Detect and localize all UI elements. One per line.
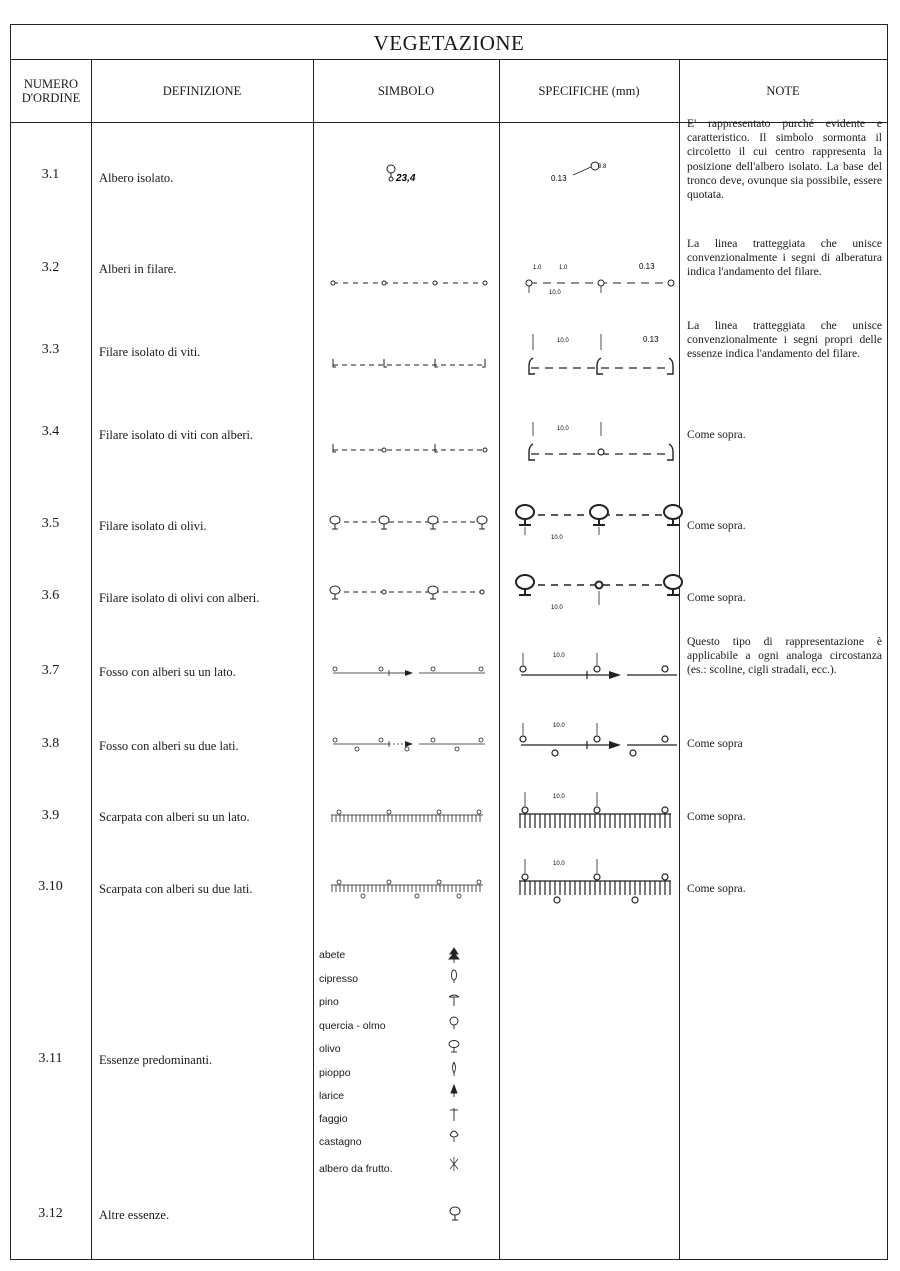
row-number: 3.10 [38,879,63,894]
row-number: 3.1 [41,167,60,182]
header-note: NOTE [679,59,887,123]
table-title: VEGETAZIONE [11,25,887,60]
svg-text:10.0: 10.0 [553,653,565,659]
svg-text:10.0: 10.0 [549,290,561,296]
svg-text:1.0: 1.0 [559,265,568,271]
olive-row-spec [513,501,685,541]
row-definition: Filare isolato di viti. [99,345,201,359]
olive-tree-row-symbol [329,583,489,603]
species-list-item: castagno [319,1136,362,1148]
svg-text:10.0: 10.0 [553,861,565,867]
svg-text:0.8: 0.8 [598,164,607,170]
vine-row-symbol [329,353,489,371]
row-definition: Filare isolato di olivi. [99,519,207,533]
header-def: DEFINIZIONE [91,59,313,123]
species-list-item: pino [319,996,339,1008]
row-note: Come sopra. [687,519,746,532]
species-list-item: abete [319,949,346,961]
row-definition: Altre essenze. [99,1208,170,1222]
header-num: NUMERO D'ORDINE [11,59,91,123]
row-note: Come sopra. [687,428,746,441]
row-note: Questo tipo di rappresentazione è applicabile a ogni analoga circostanza (es.: scoline, cigli stradali, ecc.). [687,635,882,677]
species-list-item: larice [319,1090,345,1102]
row-note: Come sopra. [687,810,746,823]
species-list-item: quercia - olmo [319,1020,386,1032]
species-list-item: albero da frutto. [319,1163,393,1175]
vine-row-spec [521,330,681,378]
slope-one-side-spec [517,788,677,834]
svg-text:10.0: 10.0 [553,794,565,800]
row-definition: Fosso con alberi su un lato. [99,665,236,679]
olive-row-symbol [329,513,489,533]
row-number: 3.8 [41,736,60,751]
tree-row-spec [521,257,681,297]
header-spec: SPECIFICHE (mm) [499,59,679,123]
species-list-item: cipresso [319,973,359,985]
column-divider [91,59,92,1259]
row-note: Come sopra. [687,882,746,895]
header-sym: SIMBOLO [313,59,499,123]
row-note: Come sopra [687,737,743,750]
svg-text:0.13: 0.13 [639,262,655,271]
ditch-one-side-symbol [329,661,489,681]
species-list-item: faggio [319,1113,348,1125]
svg-text:0.13: 0.13 [643,335,659,344]
slope-one-side-symbol [329,803,489,827]
row-number: 3.9 [41,808,60,823]
other-species-symbol [447,1205,467,1225]
row-definition: Albero isolato. [99,171,174,185]
tree-row-symbol [329,275,489,291]
slope-two-sides-spec [517,855,677,915]
row-definition: Alberi in filare. [99,262,177,276]
row-number: 3.4 [41,424,60,439]
row-number: 3.11 [38,1051,63,1066]
row-definition: Filare isolato di viti con alberi. [99,428,254,442]
row-number: 3.6 [41,588,60,603]
svg-text:10.0: 10.0 [557,338,569,344]
svg-text:10.0: 10.0 [553,723,565,729]
ditch-one-side-spec [515,645,685,683]
row-note: La linea tratteggiata che unisce convenzionalmente i segni di alberatura indica l'andamento del filare. [687,237,882,279]
row-number: 3.2 [41,260,60,275]
vine-tree-row-symbol [329,438,489,456]
svg-text:1.0: 1.0 [533,265,542,271]
olive-tree-row-spec [513,571,685,611]
row-definition: Scarpata con alberi su un lato. [99,810,250,824]
species-symbols [441,945,471,1185]
row-number: 3.5 [41,516,60,531]
svg-text:0.13: 0.13 [551,174,567,183]
species-list-item: pioppo [319,1067,351,1079]
column-divider [313,59,314,1259]
column-divider [499,59,500,1259]
svg-text:10.0: 10.0 [551,535,563,541]
vine-tree-row-spec [521,418,681,464]
row-note: Come sopra. [687,591,746,604]
row-note: E' rappresentato purché evidente e caratteristico. Il simbolo sormonta il circoletto il cui centro rappresenta la posizione dell'albero isolato. La base del tronco deve, ovunque sia possibile, essere quotata. [687,117,882,202]
row-number: 3.3 [41,342,60,357]
row-definition: Fosso con alberi su due lati. [99,739,239,753]
row-definition: Filare isolato di olivi con alberi. [99,591,260,605]
ditch-two-sides-symbol [329,733,489,755]
row-note: La linea tratteggiata che unisce convenzionalmente i segni propri delle essenze indica l'andamento del filare. [687,319,882,361]
isolated-tree-symbol [371,159,451,189]
elevation-label: 23,4 [396,173,416,184]
row-definition: Scarpata con alberi su due lati. [99,882,253,896]
legend-table [10,24,888,1260]
ditch-two-sides-spec [515,715,685,761]
row-definition: Essenze predominanti. [99,1053,213,1067]
svg-text:10.0: 10.0 [557,426,569,432]
species-list-item: olivo [319,1043,341,1055]
svg-text:10.0: 10.0 [551,605,563,611]
row-number: 3.12 [38,1206,63,1221]
isolated-tree-spec [551,157,641,187]
row-number: 3.7 [41,663,60,678]
slope-two-sides-symbol [329,873,489,903]
